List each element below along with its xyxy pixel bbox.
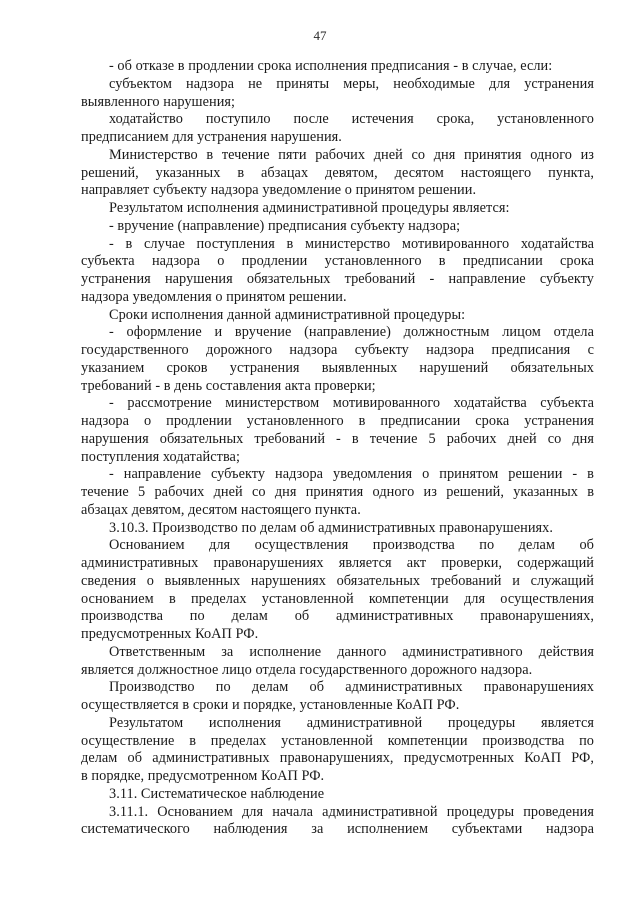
text-line: ходатайство поступило после истечения срока, установленного (109, 111, 594, 128)
text-line: - оформление и вручение (направление) должностным лицом отдела (109, 324, 594, 341)
text-line: требований - в день составления акта проверки; (81, 377, 376, 394)
text-line: указанием сроков устранения выявленных нарушений обязательных (81, 359, 594, 376)
text-line: административных правонарушениях является акт проверки, содержащий (81, 555, 594, 571)
text-line: Ответственным за исполнение данного административного действия (109, 643, 594, 660)
text-line: Результатом исполнения административной процедуры является (109, 714, 594, 731)
text-line: решений, указанных в абзацах девятом, десятом настоящего пункта, (81, 164, 594, 181)
document-body (81, 58, 594, 839)
text-line: 3.10.3. Производство по делам об административных правонарушениях. (109, 519, 553, 536)
text-line: нарушения обязательных требований - в течение 5 рабочих дней со дня (81, 430, 594, 447)
text-line: предусмотренных КоАП РФ. (81, 626, 259, 642)
text-line: надзора уведомления о принятом решении. (81, 288, 347, 305)
text-line: Результатом исполнения административной процедуры является: (109, 200, 510, 216)
text-line: течение 5 рабочих дней со дня принятия одного из решений, указанных в (81, 484, 594, 500)
text-line: сведения о выявленных нарушениях обязательных требований и служащий (81, 572, 594, 589)
text-line: устранения нарушения обязательных требований - направление субъекту (81, 271, 594, 287)
text-line: - рассмотрение министерством мотивированного ходатайства субъекта (109, 395, 594, 412)
page-number: 47 (313, 28, 327, 43)
text-line: - направление субъекту надзора уведомления о принятом решении - в (109, 466, 594, 483)
text-line: государственного дорожного надзора субъекту надзора предписания с (81, 342, 594, 358)
text-line: производства по делам об административных правонарушениях, (81, 608, 594, 625)
text-line: осуществление в пределах установленной компетенции производства по (81, 732, 594, 749)
text-line: Сроки исполнения данной административной процедуры: (109, 306, 466, 323)
text-line: поступления ходатайства; (81, 448, 240, 465)
text-line: направляет субъекту надзора уведомление о принятом решении. (81, 182, 477, 199)
text-line: - в случае поступления в министерство мотивированного ходатайства (109, 235, 594, 252)
text-line: субъектом надзора не приняты меры, необходимые для устранения (109, 75, 594, 92)
text-line: субъекта надзора о продлении установленного в предписании срока (81, 253, 594, 270)
text-line: является должностное лицо отдела государственного дорожного надзора. (81, 661, 533, 678)
text-line: выявленного нарушения; (81, 93, 236, 110)
text-line: надзора о продлении установленного в предписании срока устранения (81, 413, 594, 429)
text-line: Министерство в течение пяти рабочих дней со дня принятия одного из (109, 146, 594, 163)
text-line: систематического наблюдения за исполнением субъектами надзора (81, 821, 594, 838)
text-line: 3.11. Систематическое наблюдение (109, 785, 325, 802)
text-line: делам об административных правонарушениях, предусмотренных КоАП РФ, (81, 750, 594, 767)
text-line: - об отказе в продлении срока исполнения предписания - в случае, если: (109, 58, 553, 74)
text-line: основанием в пределах установленной компетенции для осуществления (81, 590, 594, 607)
text-line: абзацах девятом, десятом настоящего пункта. (81, 501, 361, 518)
text-line: Основанием для осуществления производства по делам об (109, 537, 594, 554)
text-line: Производство по делам об административных правонарушениях (109, 679, 594, 696)
text-line: - вручение (направление) предписания субъекту надзора; (109, 217, 461, 234)
text-line: 3.11.1. Основанием для начала административной процедуры проведения (109, 803, 594, 820)
text-line: предписанием для устранения нарушения. (81, 129, 342, 145)
text-line: осуществляется в сроки и порядке, установленные КоАП РФ. (81, 697, 460, 713)
text-line: в порядке, предусмотренном КоАП РФ. (81, 768, 325, 784)
